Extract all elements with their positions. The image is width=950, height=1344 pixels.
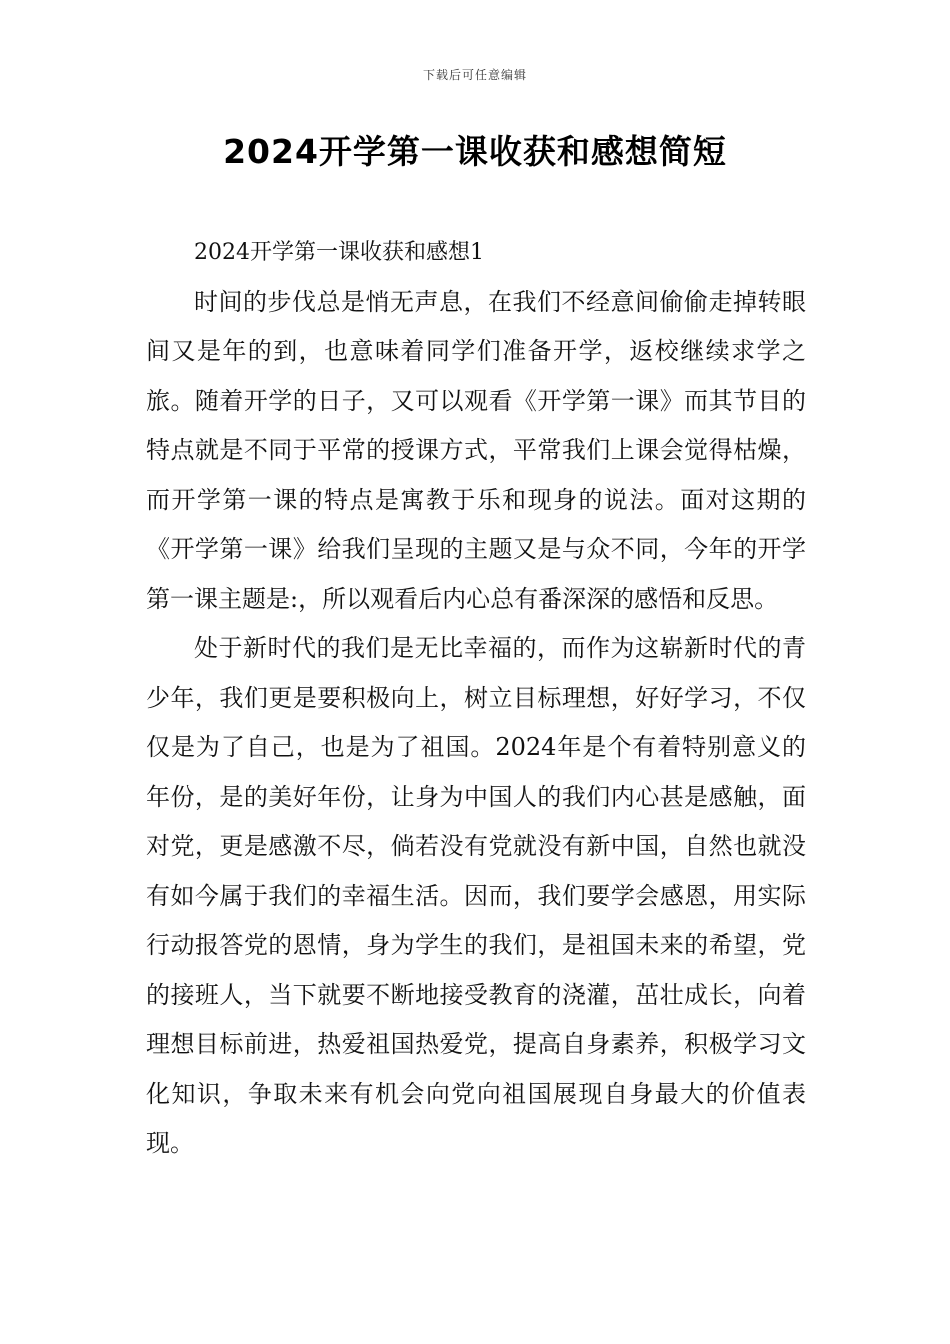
paragraph-1: 时间的步伐总是悄无声息，在我们不经意间偷偷走掉转眼间又是年的到，也意味着同学们准备开学，返校继续求学之旅。随着开学的日子，又可以观看《开学第一课》而其节目的特点就是不同于平常的授课方式，平常我们上课会觉得枯燥，而开学第一课的特点是寓教于乐和现身的说法。面对这期的《开学第一课》给我们呈现的主题又是与众不同，今年的开学第一课主题是:，所以观看后内心总有番深深的感悟和反思。 — [146, 287, 806, 613]
document-body — [146, 228, 806, 1169]
header-note: 下载后可任意编辑 — [422, 68, 527, 82]
section-heading: 2024开学第一课收获和感想1 — [194, 240, 484, 265]
paragraph-2: 处于新时代的我们是无比幸福的，而作为这崭新时代的青少年，我们更是要积极向上，树立目标理想，好好学习，不仅仅是为了自己，也是为了祖国。2024年是个有着特别意义的年份，是的美好年份，让身为中国人的我们内心甚是感触，面对党，更是感激不尽，倘若没有党就没有新中国，自然也就没有如今属于我们的幸福生活。因而，我们要学会感恩，用实际行动报答党的恩情，身为学生的我们，是祖国未来的希望，党的接班人，当下就要不断地接受教育的浇灌，茁壮成长，向着理想目标前进，热爱祖国热爱党，提高自身素养，积极学习文化知识，争取未来有机会向党向祖国展现自身最大的价值表现。 — [146, 634, 806, 1157]
document-title: 2024开学第一课收获和感想简短 — [223, 132, 727, 171]
